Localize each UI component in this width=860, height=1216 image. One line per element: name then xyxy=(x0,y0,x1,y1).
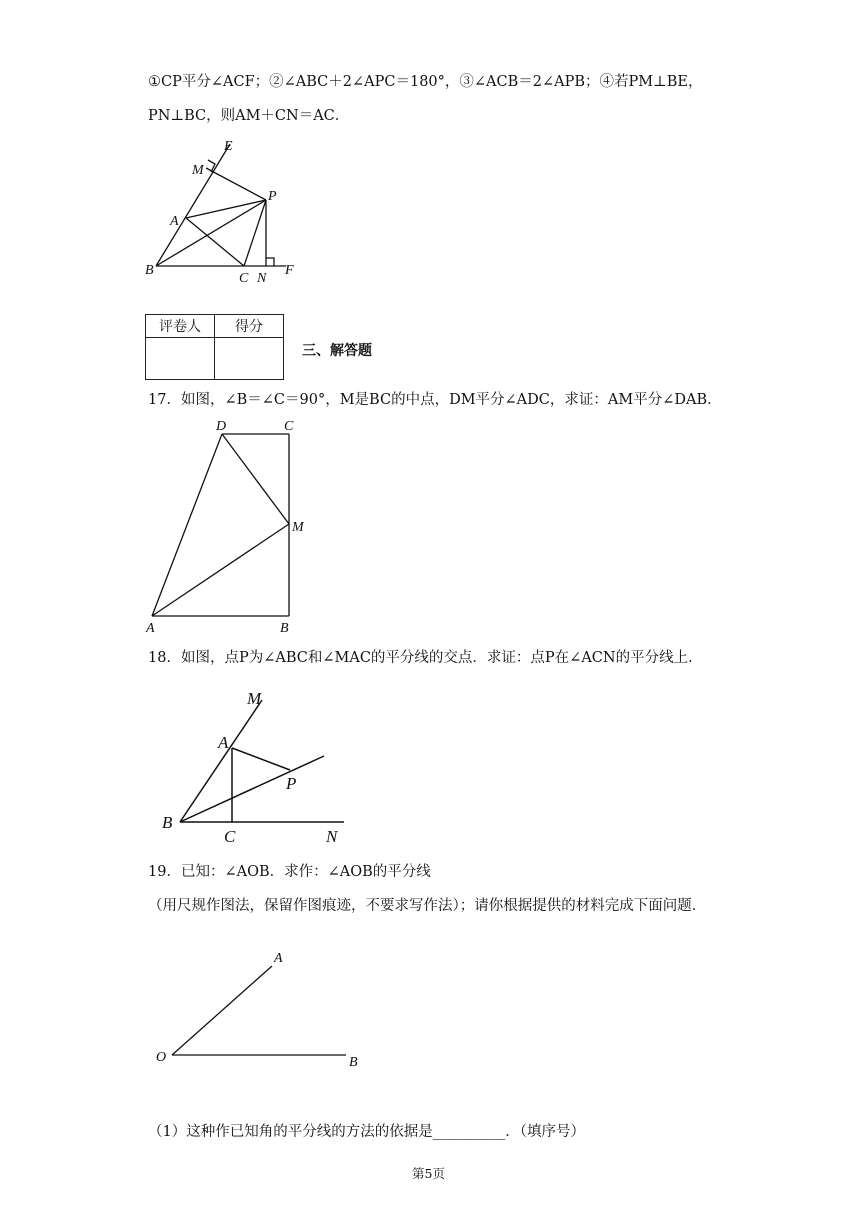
ray-OA xyxy=(172,966,272,1055)
label-B: B xyxy=(280,621,289,636)
line-AP xyxy=(186,200,266,218)
line-AM xyxy=(152,524,289,616)
label-A: A xyxy=(274,951,283,966)
label-B: B xyxy=(349,1055,358,1070)
line-MP xyxy=(206,168,266,200)
label-E: E xyxy=(224,139,233,154)
label-F: F xyxy=(285,263,294,278)
line-AD xyxy=(152,434,222,616)
line-BP xyxy=(156,200,266,266)
score-table-cell-grader xyxy=(146,338,215,380)
label-O: O xyxy=(156,1050,167,1065)
line-DM xyxy=(222,434,289,524)
right-angle-mark-N xyxy=(266,258,274,266)
label-B: B xyxy=(145,263,154,278)
label-N: N xyxy=(257,271,267,286)
statement-line-2: PN⊥BC，则AM＋CN＝AC． xyxy=(148,108,350,124)
score-table xyxy=(145,314,284,380)
label-M: M xyxy=(292,520,304,535)
label-P: P xyxy=(268,189,277,204)
label-B: B xyxy=(162,813,173,832)
line-CP xyxy=(244,200,266,266)
question-17: 17．如图，∠B＝∠C＝90°，M是BC的中点，DM平分∠ADC，求证：AM平分∠DAB． xyxy=(148,392,722,408)
figure-19-diagram xyxy=(150,940,370,1075)
figure-16-diagram xyxy=(140,136,310,291)
label-D: D xyxy=(216,419,227,434)
statement-line-1: ①CP平分∠ACF；②∠ABC＋2∠APC＝180°，③∠ACB＝2∠APB；④若PM⊥BE， xyxy=(148,74,703,90)
figure-17-diagram xyxy=(140,414,320,639)
score-table-header-grader: 评卷人 xyxy=(146,315,215,338)
question-19-note: （用尺规作图法，保留作图痕迹，不要求写作法）；请你根据提供的材料完成下面问题． xyxy=(148,898,707,914)
label-C: C xyxy=(284,419,294,434)
question-19-part-1: （1）这种作已知角的平分线的方法的依据是__________．（填序号） xyxy=(148,1124,585,1140)
line-AP xyxy=(232,748,290,770)
label-P: P xyxy=(286,774,297,793)
label-M: M xyxy=(247,689,262,708)
label-A: A xyxy=(218,733,229,752)
score-table-header-score: 得分 xyxy=(215,315,284,338)
label-C: C xyxy=(224,827,236,846)
label-C: C xyxy=(239,271,249,286)
label-M: M xyxy=(192,163,204,178)
score-table-cell-score xyxy=(215,338,284,380)
question-18: 18．如图，点P为∠ABC和∠MAC的平分线的交点．求证：点P在∠ACN的平分线上． xyxy=(148,650,703,666)
question-19: 19．已知：∠AOB．求作：∠AOB的平分线 xyxy=(148,864,431,880)
page-number: 第5页 xyxy=(412,1166,445,1181)
label-A: A xyxy=(170,214,179,229)
label-A: A xyxy=(146,621,155,636)
label-N: N xyxy=(326,827,338,846)
section-heading: 三、解答题 xyxy=(302,343,372,359)
line-AC xyxy=(186,218,244,266)
figure-18-diagram xyxy=(150,680,365,848)
